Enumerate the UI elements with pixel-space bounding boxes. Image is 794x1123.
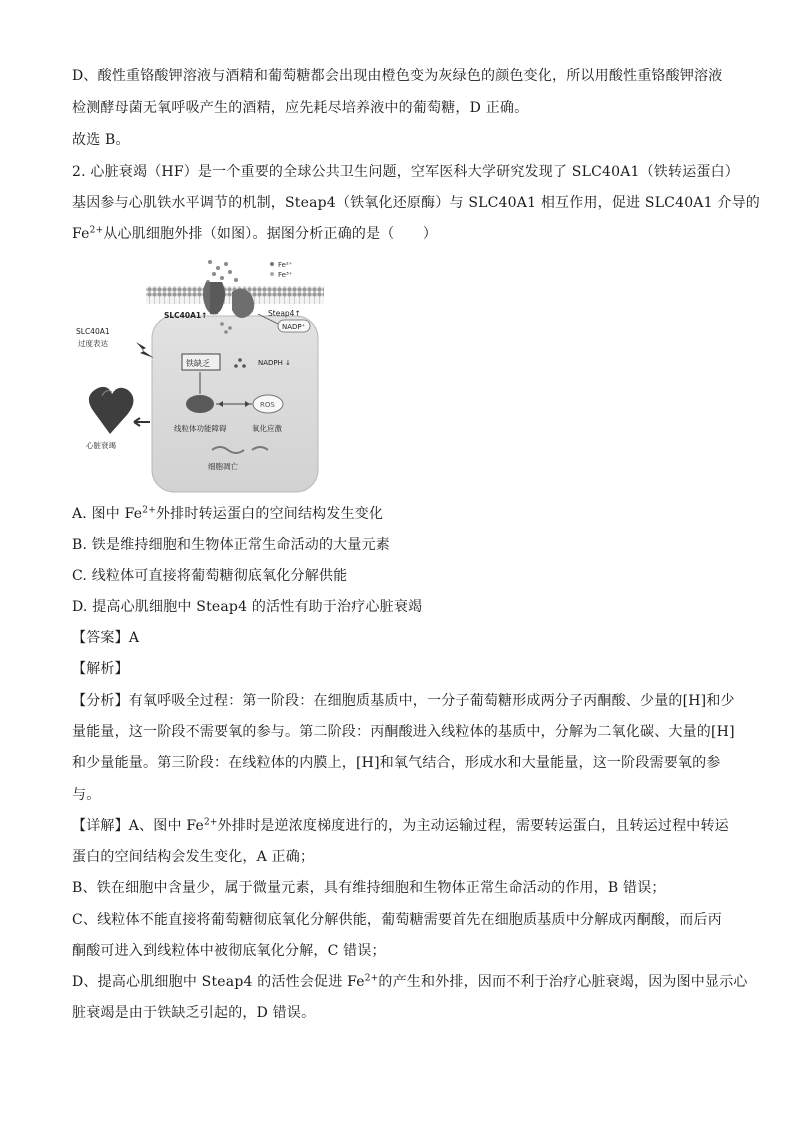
option-d: D. 提高心肌细胞中 Steap4 的活性有助于治疗心脏衰竭 (72, 599, 423, 615)
svg-text:细胞凋亡: 细胞凋亡 (208, 462, 238, 471)
svg-text:线粒体功能障碍: 线粒体功能障碍 (174, 424, 227, 433)
text-line: 故选 B。 (72, 132, 130, 148)
analysis-text: 和少量能量。第三阶段：在线粒体的内膜上，[H]和氧气结合，形成水和大量能量，这一阶段需要氧的参 (72, 755, 721, 771)
svg-text:氧化应激: 氧化应激 (252, 424, 282, 433)
svg-text:NADPH ↓: NADPH ↓ (258, 359, 291, 367)
detail-text: 脏衰竭是由于铁缺乏引起的，D 错误。 (72, 1005, 316, 1021)
detail-text: B、铁在细胞中含量少，属于微量元素，具有维持细胞和生物体正常生命活动的作用，B 错误； (72, 880, 666, 896)
svg-text:Fe³⁺: Fe³⁺ (278, 271, 293, 279)
text-line: D、酸性重铬酸钾溶液与酒精和葡萄糖都会出现由橙色变为灰绿色的颜色变化，所以用酸性重铬酸钾溶液 (72, 68, 723, 84)
question-stem: $Fe^{2+}$从心肌细胞外排（如图）。据图分析正确的是（ ） (72, 225, 438, 242)
lightning-icon (136, 342, 154, 358)
svg-text:Steap4↑: Steap4↑ (268, 309, 301, 318)
answer: 【答案】A (72, 630, 140, 646)
option-c: C. 线粒体可直接将葡萄糖彻底氧化分解供能 (72, 568, 348, 584)
analysis-text: 【分析】有氧呼吸全过程：第一阶段：在细胞质基质中，一分子葡萄糖形成两分子丙酮酸、少量的[H]和少 (72, 693, 735, 709)
nadp-label (278, 320, 310, 332)
question-stem: 基因参与心肌铁水平调节的机制，Steap4（铁氧化还原酶）与 SLC40A1 相互作用，促进 SLC40A1 介导的 (72, 195, 760, 211)
option-b: B. 铁是维持细胞和生物体正常生命活动的大量元素 (72, 537, 390, 553)
detail-text: C、线粒体不能直接将葡萄糖彻底氧化分解供能，葡萄糖需要首先在细胞质基质中分解成丙酮酸，而后丙 (72, 912, 722, 928)
analysis-text: 量能量，这一阶段不需要氧的参与。第二阶段：丙酮酸进入线粒体的基质中，分解为二氧化碳、大量的[H] (72, 724, 735, 740)
svg-text:心脏衰竭: 心脏衰竭 (86, 441, 116, 450)
detail-text: 【详解】A、图中 $Fe^{2+}$外排时是逆浓度梯度进行的，为主动运输过程，需要转运蛋白，且转运过程中转运 (72, 817, 729, 834)
mitochondria-icon (186, 395, 214, 413)
slc40a1-transporter (203, 282, 225, 314)
detail-text: 蛋白的空间结构会发生变化，A 正确； (72, 849, 315, 865)
svg-text:SLC40A1: SLC40A1 (76, 327, 110, 336)
detail-text: 酮酸可进入到线粒体中被彻底氧化分解，C 错误； (72, 943, 386, 959)
svg-text:过度表达: 过度表达 (78, 339, 108, 348)
option-a: A. 图中 $Fe^{2+}$外排时转运蛋白的空间结构发生变化 (72, 505, 384, 522)
iron-deficiency-box (182, 354, 220, 370)
detail-text: D、提高心肌细胞中 Steap4 的活性会促进 $Fe^{2+}$的产生和外排，因而不利于治疗心脏衰竭，因为图中显示心 (72, 973, 748, 990)
iron-ions (206, 260, 238, 284)
analysis-text: 与。 (72, 787, 101, 803)
text-line: 检测酵母菌无氧呼吸产生的酒精，应先耗尽培养液中的葡萄糖，D 正确。 (72, 100, 529, 116)
analysis-tag: 【解析】 (72, 661, 129, 677)
svg-text:Fe²⁺: Fe²⁺ (278, 261, 293, 269)
figure-iron-export (72, 256, 336, 496)
legend (270, 261, 293, 279)
svg-text:铁缺乏: 铁缺乏 (186, 359, 210, 368)
svg-text:SLC40A1↑: SLC40A1↑ (164, 311, 208, 320)
svg-text:ROS: ROS (260, 401, 275, 409)
question-stem: 2. 心脏衰竭（HF）是一个重要的全球公共卫生问题，空军医科大学研究发现了 SLC40A1（铁转运蛋白） (72, 164, 740, 180)
heart-icon (89, 387, 134, 434)
svg-text:NADP⁺: NADP⁺ (282, 323, 306, 331)
